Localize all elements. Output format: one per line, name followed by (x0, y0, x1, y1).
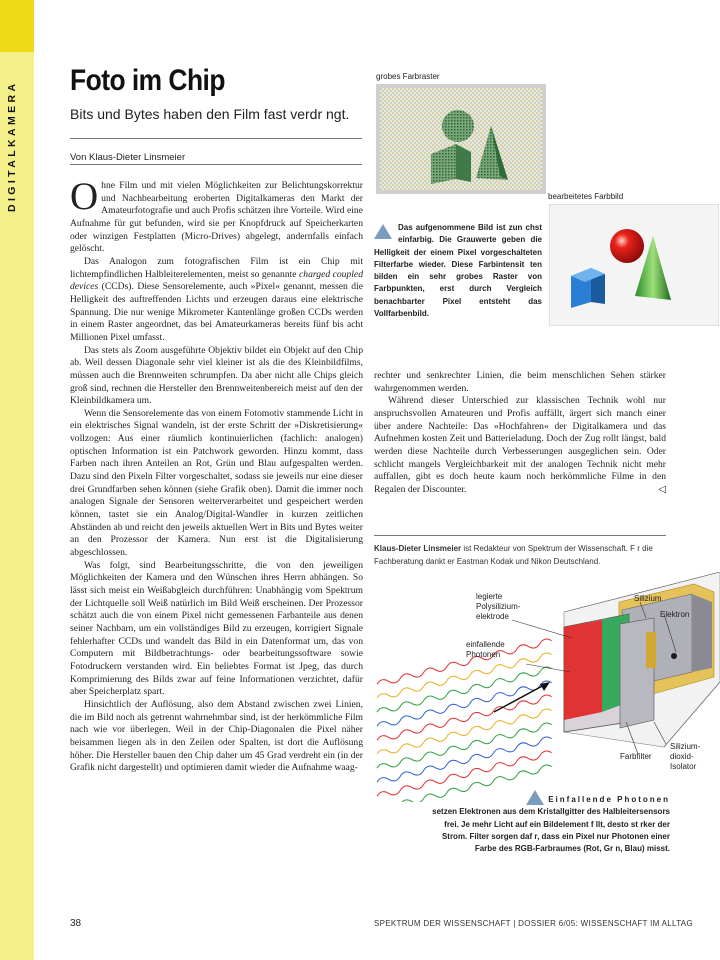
paragraph: Was folgt, sind Bearbeitungsschritte, die von den jeweiligen Möglichkeiten der Kamera und den Wünschen ihres Herrn abhängen. So lässt sich meist ein Weißabgleich durchführen: Unabhängig vom Spektrum der Lichtquelle soll Weiß natürlich im Bild Weiß erscheinen. Der Prozessor schätzt auch die von einem Pixel nicht gemessenen Farbanteile aus denen seiner Nachbarn, um ein vollständiges Bild zu erzeugen, korrigiert Signale fehlerhafter CCDs und wandelt das Bild in ein Datenformat um, das von Computern mit Bildbetrachtungs- oder bearbeitungssoftware sowie Fotodruckern verstanden wird. Ein beliebtes Format ist Jpeg, das durch Komprimierung des Bilds zwar auf feine Informationen verzichtet, dafür aber Speicherplatz spart. (70, 559, 363, 698)
label-photons: einfallende Photonen (466, 640, 505, 659)
figure-label-edited: bearbeitetes Farbbild (548, 192, 624, 201)
figure-label-raster: grobes Farbraster (376, 72, 440, 81)
label-electrode: legierte Polysilizium- elektrode (476, 592, 521, 621)
ccd-diagram (374, 572, 720, 802)
paragraph: Ohne Film und mit vielen Möglichkeiten zur Belichtungskorrektur und Nachbearbeitung eroberten Digitalkameras den Markt der Amateurfotografie und auch Profis schätzen ihre Vorteile. Wird eine Aufnahme für gut befunden, wird sie per Knopfdruck auf Speicherkarten oder winzigen Festplatten (Micro-Drives) abgelegt, andernfalls einfach gelöscht. (70, 180, 363, 255)
paragraph: Das stets als Zoom ausgeführte Objektiv bildet ein Objekt auf den Chip ab. Weil dessen Diagonale sehr viel kleiner ist als die des Kleinbildfilms, müssen auch die Brennweiten schrumpfen. Da aber nicht alle Chips gleich groß sind, rechnen die Hersteller den Brennweitenbereich meist auf den der Kleinbildkamera um. (70, 344, 363, 407)
color-image (549, 204, 719, 326)
paragraph: Das Analogon zum fotografischen Film ist ein Chip mit lichtempfindlichen Halbleiterelementen, meist so genannte charged coupled devices (CCDs). Diese Sensorelemente, auch »Pixel« genannt, messen die Helligkeit des auftreffenden Lichts und erzeugen daraus eine elektrische Spannung. Die nur wenige Mikrometer Kantenlänge großen CCDs werden in einem Raster angeordnet, das bei Amateurkameras bereits fünf bis acht Millionen Pixel umfasst. (70, 255, 363, 343)
figure-caption-top: Das aufgenommene Bild ist zun chst einfarbig. Die Grauwerte geben die Helligkeit der einem Pixel vorgeschalteten Filterfarbe wieder. Diese Farbintensit ten bilden ein sehr grobes Raster von Farbpunkten, erst durch Vergleich benachbarter Pixel entsteht das Vollfarbenbild. (374, 223, 542, 319)
paragraph: Wenn die Sensorelemente das von einem Fotomotiv stammende Licht in ein elektrisches Signal wandeln, ist der erste Schritt der »Diskretisierung« vollzogen: Aus einer räumlich kontinuierlichen (fachlich: analogen) optischen Information ist ein Patchwork geworden. Hinzu kommt, dass Farben nach ihren Anteilen an Rot, Grün und Blau aufgespalten werden. Dazu sind den Pixeln Filter vorgeschaltet, sodass sie jeweils nur eine dieser drei Grundfarben sehen können (siehe Grafik oben). Damit die immer noch analogen Signale der Sensoren weiterverarbeitet und gespeichert werden können, tastet sie ein Analog/Digital-Wandler in kurzen zeitlichen Abständen ab und reicht den jeweils aktuellen Wert in Bits und Bytes weiter an den Prozessor der Kamera. Nun erst ist die Digitalisierung abgeschlossen. (70, 407, 363, 559)
footer-publication: SPEKTRUM DER WISSENSCHAFT | DOSSIER 6/05: WISSENSCHAFT IM ALLTAG (374, 919, 693, 928)
page-number: 38 (70, 918, 82, 929)
article-title: Foto im Chip (70, 64, 225, 97)
paragraph: Während dieser Unterschied zur klassischen Technik wohl nur anspruchsvollen Amateuren und Profis auffällt, ärgert sich manch einer über andere Nachteile: Das »Hochfahren« der Digitalkamera und das Aufnehmen kosten Zeit und Batterieladung. Doch der Zug rollt längst, bald werden diese Nachteile durch Verbesserungen ausgeglichen sein. Oder schlicht mangels Vergleichbarkeit mit der analogen Technik nicht mehr auffallen, gibt es doch heute kaum noch herkömmliche Filme in den Regalen der Discounter. ◁ (374, 395, 666, 495)
label-silicon: Silizium (634, 594, 662, 603)
sidebar-accent (0, 0, 34, 52)
section-label: DIGITALKAMERA (6, 80, 18, 212)
raster-image (376, 84, 546, 194)
end-mark-icon: ◁ (658, 483, 666, 495)
body-column-left (70, 180, 363, 900)
caption-triangle-icon (374, 224, 392, 239)
figure-caption-diagram: Einfallende Photonen setzen Elektronen aus dem Kristallgitter des Halbleitersensors frei. Je mehr Licht auf ein Bildelement f llt, desto st rker der Strom. Filter sorgen daf r, dass ein Pixel nur Photonen einer Farbe des RGB-Farbraumes (Rot, Gr n, Blau) misst. (420, 790, 670, 855)
drop-cap: O (70, 180, 99, 218)
label-isolator: Silizium- dioxid- Isolator (670, 742, 701, 771)
caption-triangle-icon (526, 790, 544, 805)
label-filter: Farbfilter (620, 752, 652, 761)
article-subtitle: Bits und Bytes haben den Film fast verdr ngt. (70, 106, 350, 122)
paragraph: rechter und senkrechter Linien, die beim menschlichen Sehen stärker wahrgenommen werden. (374, 370, 666, 394)
author-line: Von Klaus-Dieter Linsmeier (70, 152, 186, 163)
divider (374, 535, 666, 536)
body-column-right (374, 370, 666, 497)
divider (70, 164, 362, 165)
author-bio: Klaus-Dieter Linsmeier ist Redakteur von Spektrum der Wissenschaft. F r die Fachberatung dankt er Eastman Kodak und Nikon Deutschland. (374, 544, 653, 566)
paragraph: Hinsichtlich der Auflösung, also dem Abstand zwischen zwei Linien, die im Bild noch als getrennt wahrnehmbar sind, ist der herkömmliche Film nach wie vor überlegen. Weil in der Chip-Diagonalen die Pixel näher beisammen liegen als in den Zeilen oder Spalten, ist dort die Auflösung höher. Die Hersteller bauen den Chip daher um 45 Grad verdreht ein (in der Grafik nicht dargestellt) und optimieren damit wieder die Aufnahme waag- (70, 698, 363, 774)
label-electron: Elektron (660, 610, 690, 619)
divider (70, 138, 362, 139)
